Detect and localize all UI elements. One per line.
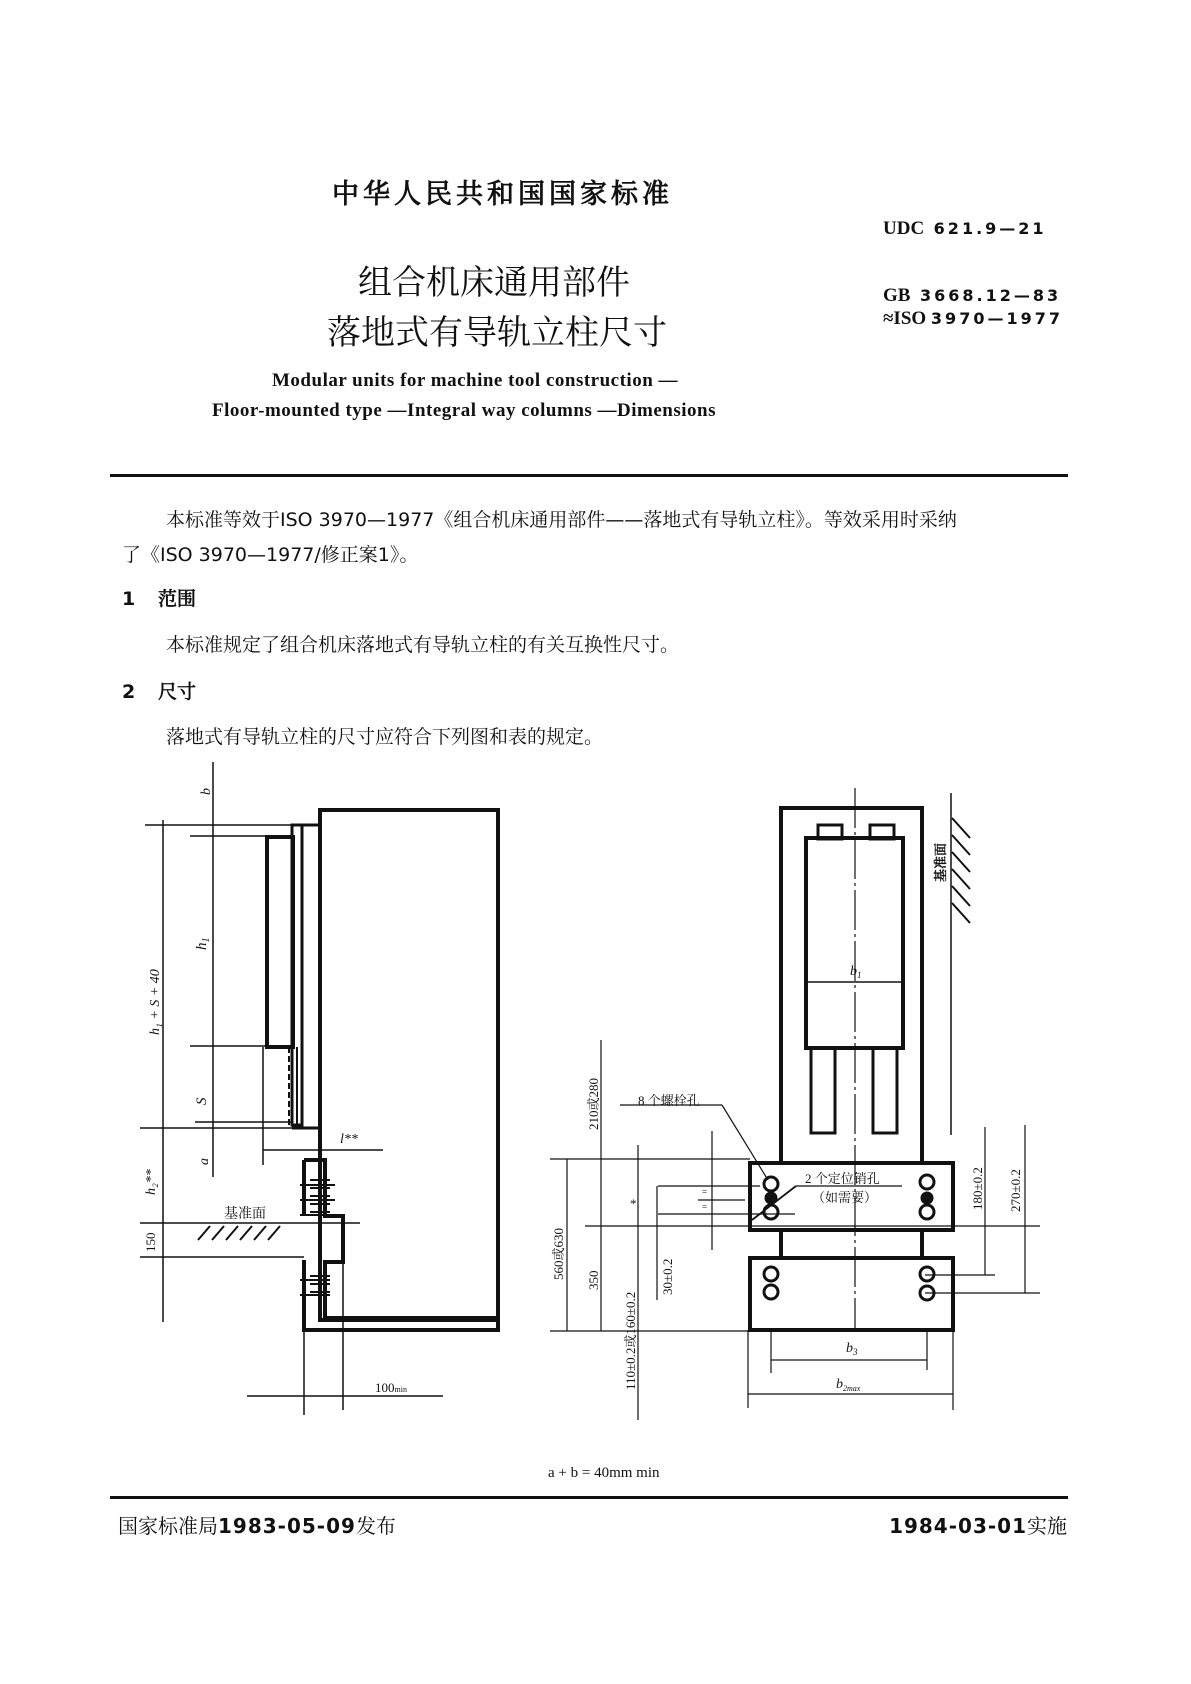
intro-paragraph-line2: 了《ISO 3970—1977/修正案1》。 bbox=[122, 544, 419, 566]
section-number: 2 bbox=[122, 681, 136, 703]
dim-210-280-label: 210或280 bbox=[586, 1077, 601, 1130]
dim-30-label: 30±0.2 bbox=[660, 1258, 675, 1295]
left-datum-label: 基准面 bbox=[224, 1207, 266, 1222]
gb-number: 3668.12—83 bbox=[919, 286, 1062, 305]
udc-label: UDC bbox=[883, 218, 925, 239]
effective-suffix: 实施 bbox=[1027, 1514, 1067, 1538]
pin-holes-label: 2 个定位销孔 bbox=[805, 1171, 880, 1186]
dim-a-label: a bbox=[197, 1158, 212, 1165]
title-cn-line2: 落地式有导轨立柱尺寸 bbox=[327, 313, 667, 353]
section-title: 尺寸 bbox=[158, 681, 197, 703]
dim-110-160-label: 110±0.2或160±0.2 bbox=[623, 1291, 638, 1390]
effective-date: 1984-03-01 bbox=[889, 1514, 1027, 1538]
issue-info bbox=[118, 1510, 396, 1539]
right-datum-label: 基准面 bbox=[933, 842, 948, 882]
gb-label: GB bbox=[883, 285, 911, 306]
dim-h2-label: h₂** bbox=[144, 1169, 159, 1195]
dim-equal-2: = bbox=[702, 1202, 708, 1212]
section-2-text: 落地式有导轨立柱的尺寸应符合下列图和表的规定。 bbox=[166, 726, 604, 748]
iso-label: ≈ISO bbox=[883, 308, 927, 329]
issue-date: 1983-05-09 bbox=[218, 1514, 356, 1538]
dim-560-630-label: 560或630 bbox=[551, 1227, 566, 1280]
intro-paragraph-line1: 本标准等效于ISO 3970—1977《组合机床通用部件——落地式有导轨立柱》。等效采用时采纳 bbox=[166, 509, 957, 531]
section-number: 1 bbox=[122, 588, 136, 610]
left-side-view bbox=[140, 762, 498, 1415]
bolt-holes-label: 8 个螺栓孔 bbox=[638, 1093, 700, 1108]
dim-b2max-label: $b_{2max}$ bbox=[836, 1377, 861, 1393]
section-1-text: 本标准规定了组合机床落地式有导轨立柱的有关互换性尺寸。 bbox=[166, 634, 680, 656]
dim-270-label: 270±0.2 bbox=[1008, 1169, 1023, 1212]
figure-caption: a + b = 40mm min bbox=[548, 1465, 660, 1481]
footer-divider bbox=[110, 1496, 1068, 1499]
iso-number: 3970—1977 bbox=[930, 309, 1063, 328]
section-title: 范围 bbox=[158, 588, 197, 610]
dim-stroke-label: S bbox=[194, 1097, 210, 1105]
issue-suffix: 发布 bbox=[355, 1514, 396, 1538]
title-en-line2: Floor-mounted type —Integral way columns —Dimensions bbox=[212, 400, 716, 421]
udc-number: 621.9—21 bbox=[933, 219, 1047, 238]
title-cn-line1: 组合机床通用部件 bbox=[358, 263, 630, 303]
dim-180-label: 180±0.2 bbox=[970, 1167, 985, 1210]
dim-total-height-label: h₁ + S + 40 bbox=[148, 969, 163, 1035]
dim-350-label: 350 bbox=[586, 1270, 601, 1290]
dim-b1-label: $b_1$ bbox=[850, 964, 862, 980]
title-en-line1: Modular units for machine tool construction — bbox=[272, 370, 679, 391]
issuer: 国家标准局 bbox=[118, 1514, 218, 1538]
dim-100min-label: 100min bbox=[375, 1380, 407, 1395]
dim-150-label: 150 bbox=[143, 1232, 158, 1252]
dim-h1-label: $h_1$ bbox=[194, 937, 212, 950]
national-standard-heading: 中华人民共和国国家标准 bbox=[332, 179, 673, 210]
dim-l-label: l** bbox=[340, 1132, 358, 1147]
dim-b3-label: $b_3$ bbox=[846, 1341, 858, 1357]
dim-b-label: b bbox=[199, 788, 214, 795]
dim-star-label: * bbox=[630, 1196, 637, 1211]
effective-info bbox=[889, 1510, 1067, 1539]
dim-equal-1: = bbox=[702, 1187, 708, 1197]
pin-holes-note: （如需要） bbox=[812, 1190, 878, 1205]
